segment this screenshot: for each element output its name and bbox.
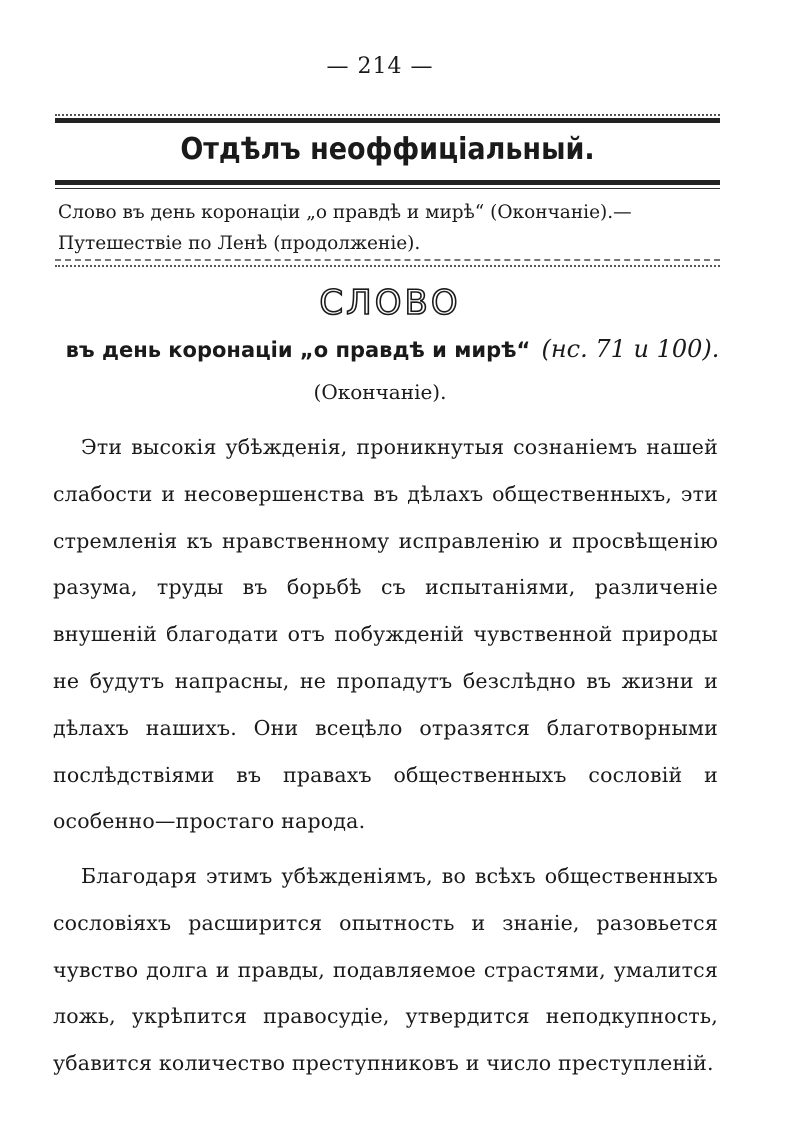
- article-subtitle: [60, 335, 725, 363]
- section-title: Отдѣлъ неоффиціальный.: [180, 132, 595, 167]
- page-number: — 214 —: [326, 54, 434, 79]
- article-heading: СЛОВО: [319, 283, 461, 323]
- table-of-contents: [58, 197, 728, 259]
- article-subtitle-text: въ день коронаціи „о правдѣ и мирѣ“: [65, 338, 531, 362]
- article-subtitle-reference: (нс. 71 и 100).: [541, 335, 720, 363]
- toc-line-2: Путешествіе по Ленѣ (продолженіе).: [58, 233, 421, 254]
- title-bottom-thick-rule: [55, 180, 720, 185]
- title-bottom-thin-rule: [55, 188, 720, 189]
- paragraph-1: Эти высокія убѣжденія, проникнутыя сознаніемъ нашей слабости и несовершенства въ дѣлахъ общественныхъ, эти стремленія къ нравственному исправленію и просвѣщенію разума, труды въ борьбѣ съ испытаніями, различеніе внушеній благодати отъ побужденій чувственной природы не будутъ напрасны, не пропадутъ безслѣдно въ жизни и дѣлахъ нашихъ. Они всецѣло отразятся благотворными послѣдствіями въ правахъ общественныхъ сословій и особенно—простаго народа.: [53, 435, 718, 834]
- top-dotted-rule: [55, 114, 720, 116]
- ending-note: (Окончаніе).: [313, 380, 447, 404]
- toc-line-1: Слово въ день коронаціи „о правдѣ и мирѣ“ (Окончаніе).—: [58, 202, 632, 223]
- top-thick-rule: [55, 118, 720, 123]
- paragraph-2: Благодаря этимъ убѣжденіямъ, во всѣхъ общественныхъ сословіяхъ расширится опытность и знаніе, разовьется чувство долга и правды, подавляемое страстями, умалится ложь, укрѣпится правосудіе, утвердится неподкупность, убавится количество преступниковъ и число преступленій.: [53, 864, 718, 1076]
- toc-bottom-dashed-rule: [55, 259, 720, 261]
- toc-bottom-dotted-rule: [55, 265, 720, 267]
